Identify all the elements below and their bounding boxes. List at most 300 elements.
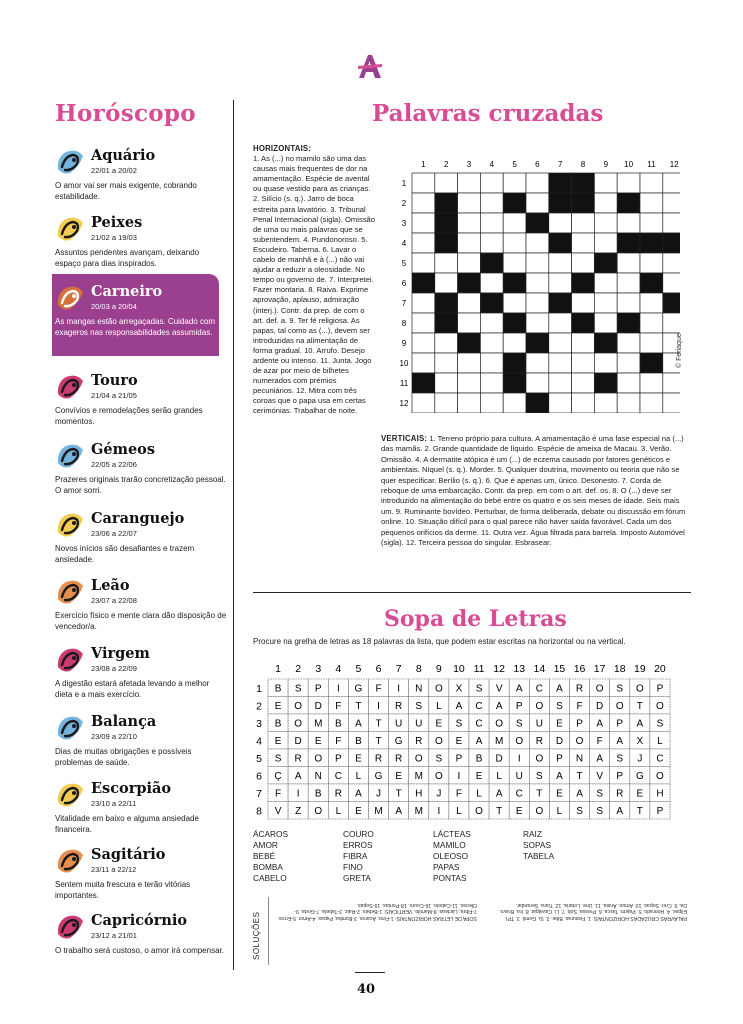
- crossword-cell[interactable]: [458, 233, 481, 253]
- crossword-cell[interactable]: [458, 393, 481, 413]
- crossword-cell[interactable]: [663, 313, 680, 333]
- wordsearch-letter: P: [314, 683, 322, 695]
- crossword-black-cell: [503, 313, 526, 333]
- crossword-cell[interactable]: [503, 293, 526, 313]
- sign-dates: 21/04 a 21/05: [91, 391, 137, 400]
- crossword-cell[interactable]: [594, 233, 617, 253]
- wordsearch-letter: A: [616, 735, 624, 747]
- crossword-column-number: 9: [603, 160, 609, 169]
- wordsearch-letter: B: [314, 788, 322, 800]
- crossword-cell[interactable]: [663, 173, 680, 193]
- crossword-cell[interactable]: [663, 373, 680, 393]
- wordsearch-letter: E: [475, 770, 483, 782]
- wordsearch-word-column: [523, 829, 554, 862]
- crossword-cell[interactable]: [617, 353, 640, 373]
- wordsearch-letter: P: [515, 700, 523, 712]
- crossword-row-number: 12: [400, 399, 409, 408]
- sign-name: Carneiro: [91, 283, 163, 300]
- crossword-row-number: 8: [401, 319, 407, 328]
- crossword-cell[interactable]: [594, 193, 617, 213]
- sign-name: Leão: [91, 577, 130, 594]
- wordsearch-letter: S: [656, 718, 664, 730]
- sign-text: Dias de muitas obrigações e possíveis problemas de saúde.: [55, 747, 192, 767]
- crossword-cell[interactable]: [549, 213, 572, 233]
- wordsearch-letter: O: [314, 805, 323, 817]
- crossword-black-cell: [435, 213, 458, 233]
- wordsearch-letter: R: [395, 753, 403, 765]
- wordsearch-letter: A: [556, 770, 563, 782]
- crossword-cell[interactable]: [480, 273, 503, 293]
- wordsearch-word: TABELA: [523, 851, 555, 861]
- crossword-cell[interactable]: [663, 213, 680, 233]
- crossword-cell[interactable]: [663, 253, 680, 273]
- crossword-black-cell: [503, 373, 526, 393]
- wordsearch-word: PONTAS: [433, 873, 467, 883]
- crossword-cell[interactable]: [663, 393, 680, 413]
- wordsearch-letter: T: [375, 735, 382, 747]
- horizontal-clues-text: 1. As (...) no mamilo são uma das causas mais frequentes de dor na amamentação. Espécie de avental ou quase vestido para as crianças. 2. Silício (s. q.). Jarro de boca estreita para lavatório. 3. Tribunal Penal Internacional (sigla). Omissão de uma ou mais palavras que se subentendem. 4. Pundonoroso. 5. Escudeiro. Taberna. 6. Lavar o cabelo de manhã e à (...) não vai ajudar a reduzir a oleosidade. No tempo ou governo de. 7. Interpretei. Fazer montaria. 8. Raiva. Exprime aprovação, aplauso, admiração (interj.). Contr. da prep. de com o art. def. a. 9. Ter fé religiosa. As papas, tal como as (...), devem ser introduzidas na alimentação de forma gradual. 10. Arrufo. Desejo ardente ou intenso. 11. Junta. Jogo de azar por meio de bilhetes numerados com prémios pecuniários. 12. Mitra com três coroas que o papa usa em certas cerimónias. Trabalhar de noite.: [253, 154, 375, 416]
- wordsearch-letter: P: [656, 805, 664, 817]
- crossword-cell[interactable]: [458, 373, 481, 393]
- crossword-black-cell: [617, 313, 640, 333]
- wordsearch-column-number: 10: [453, 663, 465, 675]
- wordsearch-letter: A: [556, 683, 563, 695]
- crossword-cell[interactable]: [458, 173, 481, 193]
- crossword-cell[interactable]: [480, 333, 503, 353]
- wordsearch-letter: O: [656, 770, 664, 782]
- crossword-cell[interactable]: [412, 333, 435, 353]
- crossword-cell[interactable]: [594, 173, 617, 193]
- crossword-cell[interactable]: [640, 373, 663, 393]
- wordsearch-letter: S: [596, 788, 603, 800]
- wordsearch-word: CABELO: [253, 873, 287, 883]
- crossword-black-cell: [594, 373, 617, 393]
- crossword-cell[interactable]: [594, 293, 617, 313]
- crossword-cell[interactable]: [503, 333, 526, 353]
- crossword-cell[interactable]: [572, 293, 595, 313]
- crossword-black-cell: [435, 193, 458, 213]
- wordsearch-word: OLEOSO: [433, 851, 469, 861]
- wordsearch-column-number: 6: [375, 663, 382, 675]
- crossword-cell[interactable]: [526, 273, 549, 293]
- crossword-black-cell: [412, 273, 435, 293]
- crossword-row-number: 7: [401, 299, 407, 308]
- aries-icon: [55, 283, 86, 313]
- wordsearch-letter: F: [596, 735, 603, 747]
- crossword-black-cell: [549, 193, 572, 213]
- crossword-cell[interactable]: [435, 273, 458, 293]
- crossword-row-number: 4: [401, 239, 407, 248]
- crossword-black-cell: [549, 173, 572, 193]
- wordsearch-word: FINO: [343, 862, 363, 872]
- section-divider: [253, 592, 691, 593]
- crossword-cell[interactable]: [594, 213, 617, 233]
- sign-text: Sentem muita frescura e terão vitórias importantes.: [55, 880, 191, 900]
- wordsearch-letter: O: [294, 718, 303, 730]
- wordsearch-letter: P: [556, 753, 563, 765]
- crossword-cell[interactable]: [663, 273, 680, 293]
- crossword-cell[interactable]: [594, 313, 617, 333]
- crossword-cell[interactable]: [480, 173, 503, 193]
- crossword-cell[interactable]: [526, 313, 549, 333]
- wordsearch-letter: P: [656, 683, 664, 695]
- wordsearch-letter: O: [475, 805, 483, 817]
- wordsearch-letter: A: [395, 805, 402, 817]
- sagittarius-icon: [55, 846, 86, 876]
- wordsearch-column-number: 5: [355, 663, 362, 675]
- wordsearch-letter: B: [355, 735, 362, 747]
- wordsearch-column-number: 12: [493, 663, 505, 675]
- crossword-cell[interactable]: [549, 373, 572, 393]
- wordsearch-letter: T: [496, 805, 503, 817]
- crossword-grid[interactable]: [400, 157, 680, 413]
- wordsearch-letter: L: [657, 735, 663, 747]
- crossword-cell[interactable]: [617, 213, 640, 233]
- crossword-cell[interactable]: [640, 393, 663, 413]
- vertical-clues-text: 1. Terreno próprio para cultura. A amamentação é uma fase especial na (...) das mamãs. 2. Grande quantidade de líquido. Espécie de ameixa de Macau. 3. Verão. Omissão. 4. A dermatite atópica é um (...) de eczema causado por fatores genéticos e ambientais. Níquel (s. q.). Morder. 5. Qualquer doutrina, movimento ou teoria que não se quer especificar. Berílio (s. q.). 6. Que é apenas um, único. Desonesto. 7. Corda de reboque de uma embarcação. Contr. da prep. em com o art. def. os. 8. O (...) deve ser introduzido na alimentação do bebé entre os quatro e os seis meses de idade. Seis mais um. 9. Ruminante bovídeo. Perturbar, de forma deliberada, debate ou discussão em fórum online. 10. Situação difícil para o qual parece não haver saída favorável. Cada um dos pequenos orifícios da derme. 11. Outra vez. Água filtrada para barrela. Imposto Automóvel (sigla). 12. Terceira pessoa do singular. Esbrasear.: [381, 434, 686, 548]
- wordsearch-letter: A: [294, 770, 302, 782]
- wordsearch-letter: A: [495, 788, 503, 800]
- wordsearch-letter: G: [635, 770, 644, 782]
- wordsearch-letter: U: [535, 718, 543, 730]
- wordsearch-letter: F: [576, 700, 583, 712]
- wordsearch-letter: L: [456, 805, 462, 817]
- wordsearch-word: BEBÉ: [253, 851, 276, 861]
- sign-text: Vitalidade em baixo e alguma ansiedade financeira.: [55, 814, 199, 834]
- wordsearch-letter: L: [476, 788, 482, 800]
- wordsearch-letter: T: [355, 700, 362, 712]
- crossword-solutions: PALAVRAS CRUZADAS HORIZONTAIS: 1. Fissuras. Bibe. 2. Si. Gomil. 3. TPI. Elipse. 4. Honrado. 5. Pajem. Tasca. 6. Pressa. Sob. 7. Li. Cavalgar. 8. Ira. Bravo. Da. 9. Crer. Sopas. 10. Amuo. Ânsia. 11. Une. Lotaria. 12. Tiara. Serandar.: [499, 901, 687, 921]
- crossword-cell[interactable]: [480, 313, 503, 333]
- wordsearch-word: COURO: [343, 829, 374, 839]
- crossword-column-number: 3: [466, 160, 472, 169]
- wordsearch-letter: F: [335, 735, 342, 747]
- crossword-cell[interactable]: [435, 173, 458, 193]
- sign-text: Novos inícios são desafiantes e trazem ansiedade.: [55, 544, 195, 564]
- wordsearch-grid[interactable]: [252, 660, 692, 820]
- crossword-cell[interactable]: [458, 313, 481, 333]
- crossword-cell[interactable]: [435, 333, 458, 353]
- crossword-cell[interactable]: [480, 373, 503, 393]
- crossword-cell[interactable]: [526, 173, 549, 193]
- crossword-cell[interactable]: [617, 293, 640, 313]
- crossword-cell[interactable]: [458, 213, 481, 233]
- wordsearch-letter: S: [576, 805, 583, 817]
- horizontal-heading: HORIZONTAIS:: [253, 144, 312, 153]
- wordsearch-letter: S: [616, 683, 624, 695]
- crossword-row-number: 11: [400, 379, 409, 388]
- crossword-cell[interactable]: [572, 333, 595, 353]
- wordsearch-letter: R: [616, 788, 624, 800]
- crossword-row-number: 1: [401, 179, 407, 188]
- wordsearch-column-number: 18: [613, 663, 626, 675]
- wordsearch-letter: D: [294, 735, 302, 747]
- crossword-cell[interactable]: [549, 273, 572, 293]
- sign-name: Capricórnio: [91, 912, 188, 929]
- wordsearch-letter: V: [596, 770, 603, 782]
- crossword-black-cell: [549, 233, 572, 253]
- crossword-cell[interactable]: [526, 293, 549, 313]
- wordsearch-letter: N: [314, 770, 322, 782]
- column-divider: [233, 100, 234, 970]
- crossword-cell[interactable]: [663, 193, 680, 213]
- wordsearch-letter: R: [535, 735, 543, 747]
- sign-name: Gémeos: [91, 441, 156, 458]
- crossword-cell[interactable]: [526, 193, 549, 213]
- crossword-cell[interactable]: [480, 193, 503, 213]
- wordsearch-letter: S: [455, 718, 463, 730]
- crossword-cell[interactable]: [549, 393, 572, 413]
- horizontal-clues: [253, 144, 375, 417]
- crossword-cell[interactable]: [435, 253, 458, 273]
- crossword-cell[interactable]: [594, 273, 617, 293]
- crossword-cell[interactable]: [503, 213, 526, 233]
- wordsearch-letter: B: [274, 683, 282, 695]
- wordsearch-row-number: 5: [256, 752, 262, 765]
- crossword-cell[interactable]: [549, 333, 572, 353]
- wordsearch-letter: S: [294, 683, 302, 695]
- crossword-cell[interactable]: [640, 313, 663, 333]
- wordsearch-letter: E: [455, 735, 463, 747]
- wordsearch-letter: V: [274, 805, 282, 817]
- crossword-cell[interactable]: [526, 373, 549, 393]
- crossword-cell[interactable]: [617, 373, 640, 393]
- wordsearch-letter: M: [374, 805, 383, 817]
- crossword-cell[interactable]: [480, 353, 503, 373]
- crossword-cell[interactable]: [435, 353, 458, 373]
- wordsearch-row-number: 3: [256, 717, 262, 730]
- wordsearch-column-number: 13: [513, 663, 526, 675]
- wordsearch-letter: R: [294, 753, 302, 765]
- wordsearch-column-number: 19: [634, 663, 646, 675]
- crossword-column-number: 4: [489, 160, 495, 169]
- wordsearch-letter: A: [596, 753, 603, 765]
- crossword-cell[interactable]: [549, 253, 572, 273]
- crossword-cell[interactable]: [412, 293, 435, 313]
- wordsearch-letter: O: [656, 700, 664, 712]
- crossword-cell[interactable]: [572, 353, 595, 373]
- crossword-cell[interactable]: [640, 173, 663, 193]
- crossword-column-number: 10: [624, 160, 634, 169]
- wordsearch-word: RAIZ: [523, 829, 542, 839]
- wordsearch-letter: I: [296, 788, 300, 800]
- crossword-cell[interactable]: [640, 193, 663, 213]
- wordsearch-letter: S: [556, 700, 563, 712]
- crossword-row-number: 3: [401, 219, 407, 228]
- crossword-cell[interactable]: [412, 173, 435, 193]
- crossword-row-number: 2: [401, 199, 407, 208]
- sign-dates: 20/03 a 20/04: [91, 302, 137, 311]
- crossword-cell[interactable]: [549, 313, 572, 333]
- sign-text: Assuntos pendentes avançam, deixando espaço para dias inspirados.: [55, 248, 200, 268]
- sign-name: Virgem: [91, 645, 150, 662]
- crossword-cell[interactable]: [480, 393, 503, 413]
- wordsearch-letter: P: [616, 718, 624, 730]
- wordsearch-column-number: 1: [275, 663, 281, 675]
- wordsearch-letter: B: [274, 718, 282, 730]
- crossword-cell[interactable]: [572, 393, 595, 413]
- crossword-black-cell: [617, 233, 640, 253]
- crossword-cell[interactable]: [503, 253, 526, 273]
- crossword-cell[interactable]: [526, 233, 549, 253]
- crossword-black-cell: [526, 333, 549, 353]
- crossword-cell[interactable]: [480, 213, 503, 233]
- crossword-column-number: 2: [443, 160, 449, 169]
- wordsearch-letter: A: [616, 805, 624, 817]
- wordsearch-letter: N: [415, 683, 423, 695]
- crossword-cell[interactable]: [617, 393, 640, 413]
- crossword-cell[interactable]: [503, 233, 526, 253]
- wordsearch-letter: J: [637, 753, 643, 765]
- crossword-cell[interactable]: [458, 193, 481, 213]
- wordsearch-letter: B: [335, 718, 342, 730]
- wordsearch-column-number: 17: [593, 663, 606, 675]
- wordsearch-column-number: 14: [533, 663, 546, 675]
- sign-text: Exercício físico e mente clara dão disposição de vencedor/a.: [55, 611, 227, 631]
- sign-name: Peixes: [91, 214, 143, 231]
- crossword-cell[interactable]: [617, 333, 640, 353]
- sign-dates: 23/07 a 22/08: [91, 596, 137, 605]
- wordsearch-letter: O: [615, 700, 624, 712]
- wordsearch-row-number: 6: [256, 770, 262, 783]
- wordsearch-letter: M: [314, 718, 323, 730]
- wordsearch-letter: F: [274, 788, 282, 800]
- crossword-cell[interactable]: [503, 173, 526, 193]
- crossword-copyright: © Feriaque: [676, 333, 683, 368]
- crossword-black-cell: [435, 293, 458, 313]
- crossword-black-cell: [480, 293, 503, 313]
- wordsearch-word: ÁCAROS: [253, 829, 289, 839]
- crossword-cell[interactable]: [640, 213, 663, 233]
- crossword-cell[interactable]: [594, 393, 617, 413]
- wordsearch-letter: I: [457, 770, 461, 782]
- crossword-cell[interactable]: [549, 353, 572, 373]
- crossword-cell[interactable]: [617, 173, 640, 193]
- wordsearch-letter: A: [475, 735, 483, 747]
- wordsearch-letter: U: [415, 718, 423, 730]
- crossword-cell[interactable]: [458, 293, 481, 313]
- crossword-cell[interactable]: [617, 253, 640, 273]
- wordsearch-letter: E: [636, 788, 644, 800]
- wordsearch-letter: S: [515, 718, 523, 730]
- crossword-cell[interactable]: [412, 313, 435, 333]
- sign-text: O trabalho será custoso, o amor irá compensar.: [55, 946, 224, 955]
- crossword-black-cell: [503, 353, 526, 373]
- wordsearch-letter: O: [575, 735, 584, 747]
- wordsearch-letter: F: [455, 788, 463, 800]
- crossword-cell[interactable]: [412, 233, 435, 253]
- wordsearch-letter: N: [575, 753, 584, 765]
- wordsearch-word-column: [343, 829, 374, 884]
- crossword-column-number: 6: [535, 160, 540, 169]
- crossword-black-cell: [435, 313, 458, 333]
- crossword-cell[interactable]: [572, 253, 595, 273]
- scorpio-icon: [55, 780, 86, 810]
- wordsearch-letter: A: [515, 683, 523, 695]
- wordsearch-word: MAMILO: [433, 840, 466, 850]
- wordsearch-letter: Ç: [274, 770, 282, 782]
- crossword-cell[interactable]: [480, 233, 503, 253]
- wordsearch-column-number: 2: [295, 663, 302, 675]
- capricorn-icon: [55, 912, 86, 942]
- crossword-cell[interactable]: [572, 213, 595, 233]
- wordsearch-letter: I: [336, 683, 340, 695]
- crossword-cell[interactable]: [640, 253, 663, 273]
- crossword-cell[interactable]: [458, 353, 481, 373]
- wordsearch-word: AMOR: [253, 840, 278, 850]
- sign-dates: 23/11 a 22/12: [91, 865, 137, 874]
- crossword-cell[interactable]: [640, 293, 663, 313]
- horoscope-title: Horóscopo: [55, 100, 196, 127]
- page-number-rule: [355, 972, 385, 973]
- crossword-cell[interactable]: [435, 373, 458, 393]
- vertical-clues: [381, 434, 691, 548]
- crossword-black-cell: [663, 293, 680, 313]
- wordsearch-letter: S: [616, 753, 624, 765]
- crossword-cell[interactable]: [526, 253, 549, 273]
- crossword-cell[interactable]: [572, 373, 595, 393]
- crossword-black-cell: [526, 393, 549, 413]
- wordsearch-letter: O: [595, 683, 604, 695]
- wordsearch-letter: P: [455, 753, 463, 765]
- crossword-cell[interactable]: [412, 253, 435, 273]
- wordsearch-letter: O: [635, 683, 644, 695]
- wordsearch-row-number: 1: [256, 682, 262, 695]
- a-monogram-icon: [355, 52, 385, 82]
- wordsearch-letter: C: [535, 683, 543, 695]
- crossword-cell[interactable]: [458, 253, 481, 273]
- wordsearch-letter: R: [575, 683, 584, 695]
- wordsearch-intro: Procure na grelha de letras as 18 palavras da lista, que podem estar escritas na horizontal ou na vertical.: [253, 637, 626, 646]
- crossword-black-cell: [549, 293, 572, 313]
- wordsearch-letter: A: [636, 718, 644, 730]
- wordsearch-letter: O: [414, 753, 423, 765]
- crossword-cell[interactable]: [412, 353, 435, 373]
- wordsearch-letter: E: [274, 735, 282, 747]
- crossword-cell[interactable]: [594, 353, 617, 373]
- wordsearch-letter: L: [335, 805, 342, 817]
- crossword-cell[interactable]: [617, 273, 640, 293]
- crossword-column-number: 12: [669, 160, 679, 169]
- crossword-black-cell: [640, 233, 663, 253]
- wordsearch-word: GRETA: [343, 873, 371, 883]
- crossword-cell[interactable]: [435, 393, 458, 413]
- crossword-column-number: 5: [512, 160, 517, 169]
- wordsearch-letter: L: [556, 805, 563, 817]
- wordsearch-letter: T: [395, 788, 402, 800]
- wordsearch-letter: C: [475, 700, 483, 712]
- crossword-cell[interactable]: [412, 393, 435, 413]
- crossword-cell[interactable]: [526, 353, 549, 373]
- wordsearch-word: ERROS: [343, 840, 373, 850]
- crossword-title: Palavras cruzadas: [372, 100, 604, 127]
- wordsearch-letter: T: [636, 700, 643, 712]
- crossword-cell[interactable]: [503, 393, 526, 413]
- wordsearch-word-column: [433, 829, 471, 884]
- crossword-cell[interactable]: [412, 193, 435, 213]
- crossword-cell[interactable]: [640, 333, 663, 353]
- crossword-cell[interactable]: [572, 233, 595, 253]
- sign-dates: 22/05 a 22/06: [91, 460, 137, 469]
- crossword-cell[interactable]: [412, 213, 435, 233]
- wordsearch-letter: F: [335, 700, 342, 712]
- wordsearch-letter: D: [314, 700, 322, 712]
- wordsearch-column-number: 4: [335, 663, 342, 675]
- wordsearch-letter: C: [475, 718, 483, 730]
- wordsearch-letter: F: [375, 683, 382, 695]
- sign-name: Escorpião: [91, 780, 172, 797]
- wordsearch-letter: D: [495, 753, 503, 765]
